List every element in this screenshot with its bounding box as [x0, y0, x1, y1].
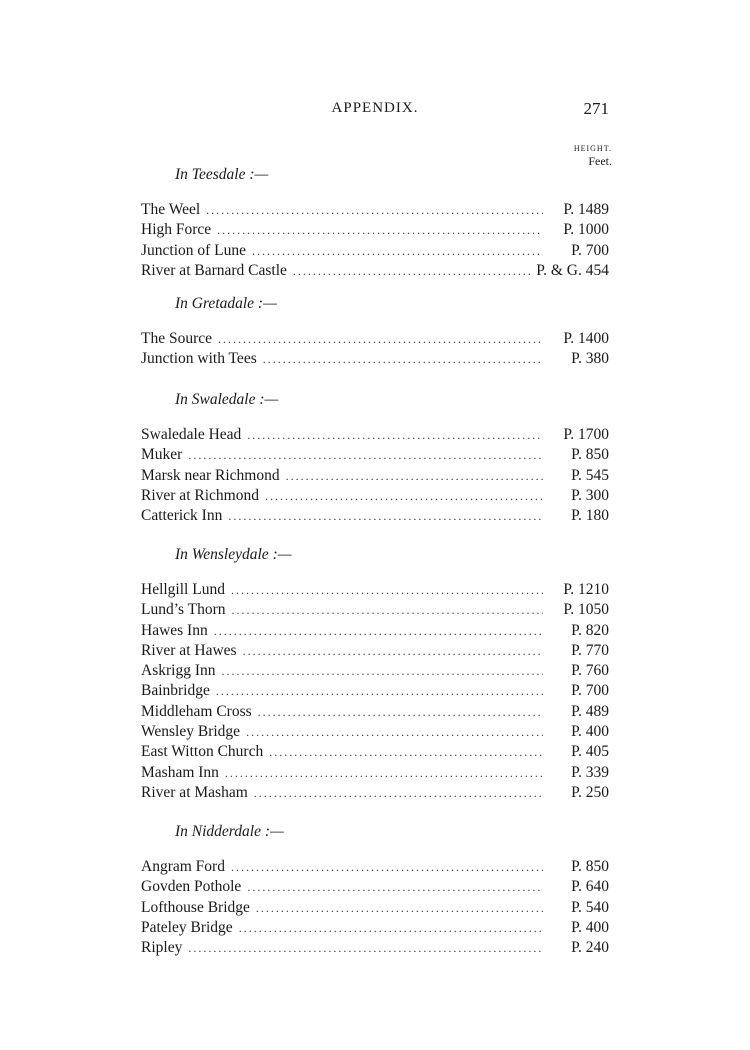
place-name: The Source: [141, 330, 213, 347]
height-value: P. 1400: [563, 330, 609, 347]
entry-row: [141, 506, 609, 526]
entry-row: [141, 261, 609, 281]
place-name: Junction with Tees: [141, 350, 257, 368]
entry-list: [141, 200, 609, 281]
place-name: Masham Inn: [141, 763, 219, 781]
height-value: P. 339: [571, 763, 609, 781]
height-value: P. 240: [571, 939, 609, 957]
entry-row: [141, 641, 609, 661]
dot-leader: [232, 600, 543, 620]
height-value: P. 700: [571, 682, 609, 700]
entry-row: [141, 661, 609, 681]
entry-row: [141, 580, 609, 600]
place-name: Junction of Lune: [141, 241, 247, 259]
entry-row: [141, 783, 609, 803]
place-name: Hellgill Lund: [141, 581, 225, 598]
place-name: Middleham Cross: [141, 702, 252, 720]
height-value: P. 1000: [563, 221, 609, 239]
height-value: P. 250: [571, 783, 609, 801]
dot-leader: [254, 783, 543, 803]
height-value: P. 489: [571, 702, 609, 720]
entry-row: [141, 742, 609, 762]
dot-leader: [228, 506, 543, 526]
section: [141, 389, 609, 526]
dot-leader: [239, 918, 543, 938]
entry-row: [141, 938, 609, 958]
section: [141, 293, 609, 370]
height-value: P. 400: [571, 918, 609, 936]
height-value: P. 770: [571, 641, 609, 659]
page-number: 271: [583, 99, 609, 118]
dot-leader: [247, 425, 543, 445]
place-name: Bainbridge: [141, 682, 210, 700]
height-value: P. 850: [571, 858, 609, 875]
height-value: P. 1050: [563, 601, 609, 619]
place-name: River at Hawes: [141, 641, 237, 659]
entry-row: [141, 763, 609, 783]
height-value: P. 850: [571, 446, 609, 464]
entry-row: [141, 349, 609, 369]
section: [141, 544, 609, 803]
height-value: P. 1489: [563, 201, 609, 218]
entry-row: [141, 200, 609, 220]
place-name: Swaledale Head: [141, 426, 242, 443]
section-title: In Teesdale :—: [175, 166, 269, 183]
place-name: Catterick Inn: [141, 507, 223, 525]
place-name: High Force: [141, 221, 212, 239]
dot-leader: [206, 200, 543, 220]
place-name: Askrigg Inn: [141, 662, 216, 680]
entry-row: [141, 466, 609, 486]
dot-leader: [269, 742, 543, 762]
entry-row: [141, 857, 609, 877]
dot-leader: [258, 702, 543, 722]
place-name: Hawes Inn: [141, 621, 208, 639]
place-name: Lund’s Thorn: [141, 601, 226, 619]
dot-leader: [231, 580, 543, 600]
dot-leader: [225, 763, 543, 783]
section-title: In Wensleydale :—: [175, 546, 292, 563]
height-value: P. & G. 454: [536, 261, 609, 279]
dot-leader: [214, 621, 543, 641]
height-value: P. 540: [571, 898, 609, 916]
entry-row: [141, 329, 609, 349]
place-name: Muker: [141, 446, 183, 464]
place-name: River at Richmond: [141, 486, 259, 504]
entry-list: [141, 425, 609, 526]
height-value: P. 405: [571, 743, 609, 761]
dot-leader: [218, 329, 543, 349]
place-name: East Witton Church: [141, 743, 264, 761]
dot-leader: [293, 261, 532, 281]
height-value: P. 400: [571, 723, 609, 741]
height-heading: HEIGHT.: [573, 144, 612, 153]
dot-leader: [286, 466, 543, 486]
entry-list: [141, 580, 609, 803]
entry-list: [141, 857, 609, 958]
entry-row: [141, 621, 609, 641]
dot-leader: [263, 349, 543, 369]
height-value: P. 180: [571, 507, 609, 525]
entry-row: [141, 681, 609, 701]
dot-leader: [216, 681, 543, 701]
height-value: P. 640: [571, 878, 609, 896]
section-title: In Swaledale :—: [175, 391, 279, 408]
height-value: P. 820: [571, 621, 609, 639]
entry-row: [141, 445, 609, 465]
entry-row: [141, 220, 609, 240]
dot-leader: [188, 938, 543, 958]
dot-leader: [217, 220, 543, 240]
height-value: P. 380: [571, 350, 609, 368]
section: [141, 164, 609, 281]
place-name: River at Masham: [141, 783, 248, 801]
entry-row: [141, 702, 609, 722]
dot-leader: [221, 661, 543, 681]
place-name: Lofthouse Bridge: [141, 898, 250, 916]
place-name: Marsk near Richmond: [141, 466, 280, 484]
place-name: Wensley Bridge: [141, 723, 241, 741]
dot-leader: [188, 445, 543, 465]
dot-leader: [246, 722, 543, 742]
dot-leader: [265, 486, 543, 506]
section: [141, 821, 609, 958]
height-value: P. 1210: [563, 581, 609, 598]
height-value: P. 545: [571, 466, 609, 484]
entry-row: [141, 918, 609, 938]
dot-leader: [243, 641, 543, 661]
entry-row: [141, 425, 609, 445]
place-name: Ripley: [141, 939, 183, 957]
place-name: Pateley Bridge: [141, 918, 233, 936]
entry-row: [141, 877, 609, 897]
place-name: Govden Pothole: [141, 878, 242, 896]
running-head: [141, 100, 609, 124]
place-name: The Weel: [141, 201, 201, 218]
height-value: P. 300: [571, 486, 609, 504]
height-value: P. 1700: [563, 426, 609, 443]
dot-leader: [252, 241, 543, 261]
place-name: Angram Ford: [141, 858, 225, 875]
height-value: P. 760: [571, 662, 609, 680]
height-value: P. 700: [571, 241, 609, 259]
section-title: In Gretadale :—: [175, 295, 277, 312]
section-title: In Nidderdale :—: [175, 823, 284, 840]
dot-leader: [256, 898, 543, 918]
entry-row: [141, 600, 609, 620]
dot-leader: [231, 857, 543, 877]
entry-row: [141, 898, 609, 918]
entry-list: [141, 329, 609, 370]
running-title: APPENDIX.: [331, 100, 419, 116]
feet-heading: Feet.: [588, 154, 612, 168]
entry-row: [141, 486, 609, 506]
entry-row: [141, 722, 609, 742]
dot-leader: [247, 877, 543, 897]
entry-row: [141, 241, 609, 261]
place-name: River at Barnard Castle: [141, 261, 287, 279]
